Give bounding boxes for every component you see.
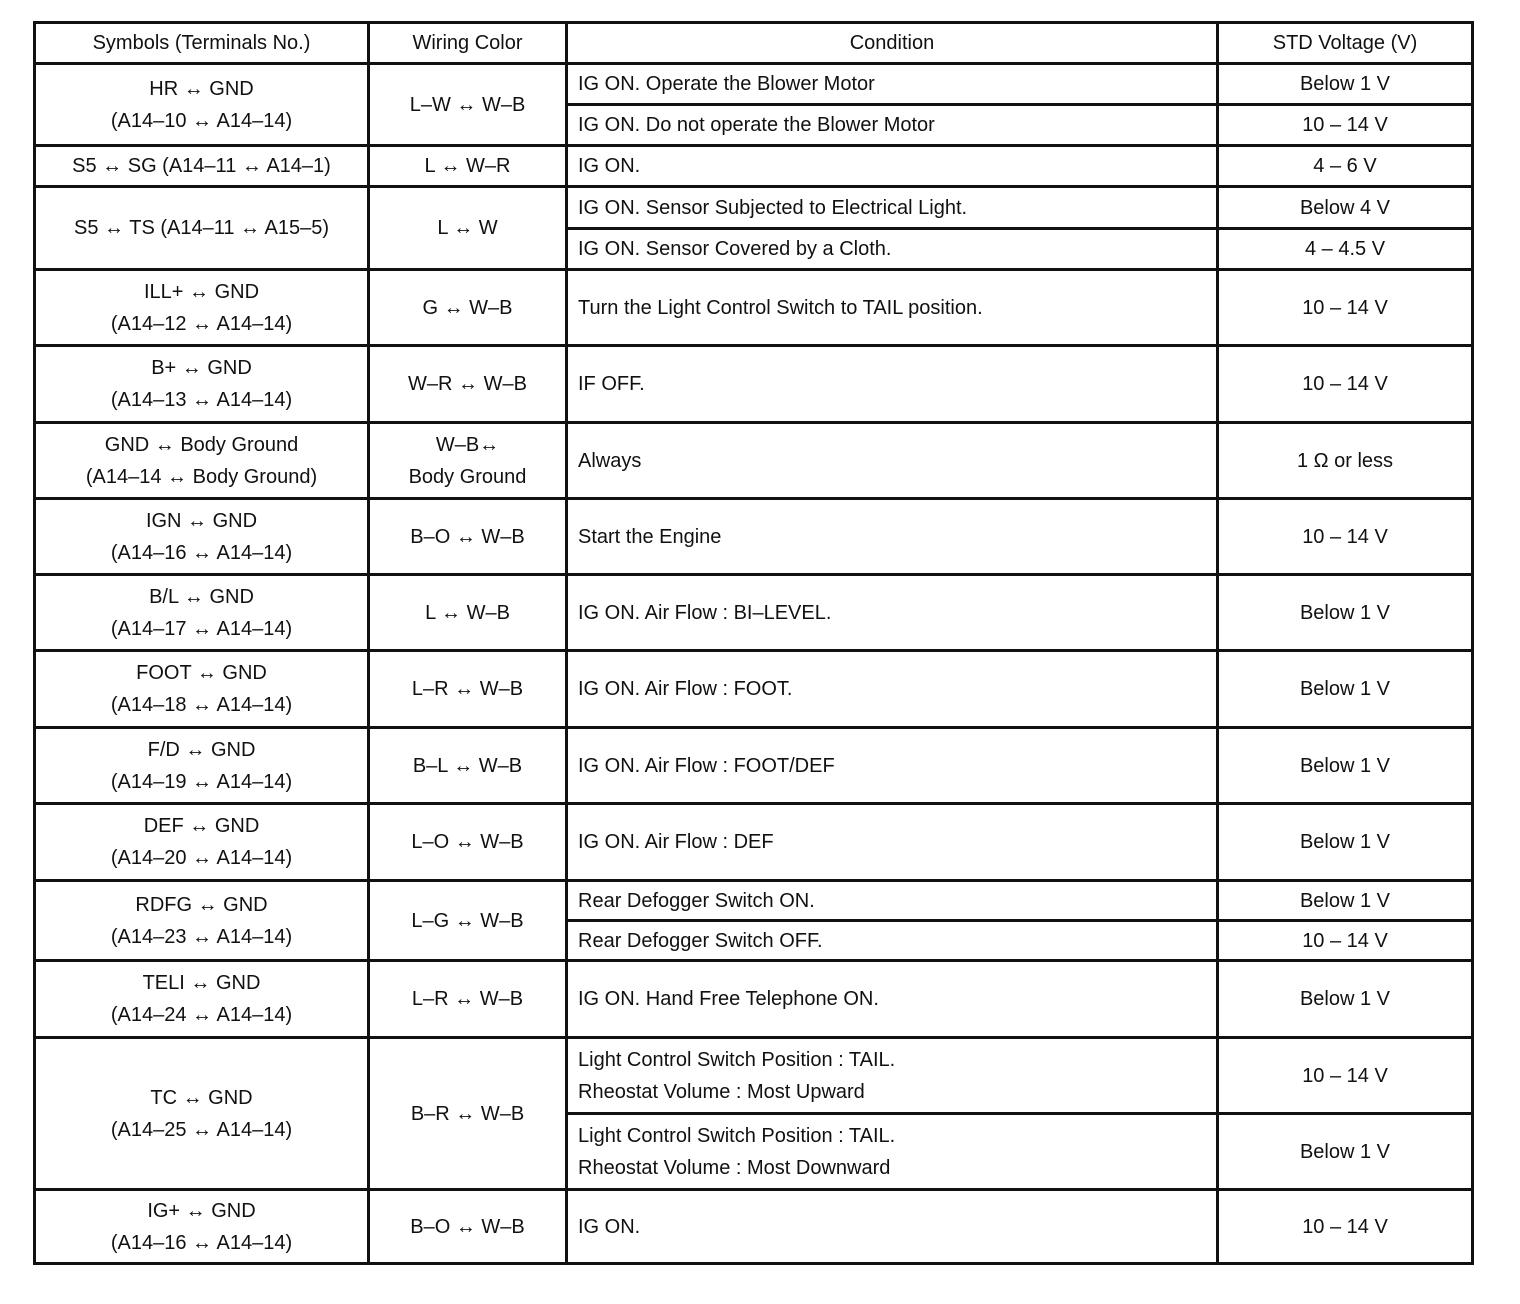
wiring-color-cell — [369, 804, 567, 881]
cell-line: TELI ↔ GND — [142, 972, 261, 994]
cell-line: (A14–23 ↔ A14–14) — [110, 925, 293, 948]
condition-cell — [567, 1114, 1218, 1190]
voltage-cell: 10 – 14 V — [1218, 1038, 1473, 1114]
condition-cell — [567, 346, 1218, 423]
voltage-cell: 10 – 14 V — [1218, 105, 1473, 146]
cell-line: IG ON. Hand Free Telephone ON. — [578, 988, 879, 1010]
symbol-cell — [35, 881, 369, 961]
cell-line: HR ↔ GND — [149, 77, 254, 100]
cell-line: TC ↔ GND — [150, 1086, 253, 1109]
cell-line: (A14–25 ↔ A14–14) — [110, 1118, 293, 1141]
symbol-cell — [35, 146, 369, 187]
cell-line: IG ON. Air Flow : DEF — [578, 831, 774, 853]
terminal-voltage-table — [33, 21, 1474, 1265]
cell-line: B–O ↔ W–B — [410, 525, 525, 548]
condition-cell — [567, 229, 1218, 270]
cell-line: L–R ↔ W–B — [411, 678, 524, 700]
voltage-cell: Below 1 V — [1218, 881, 1473, 921]
wiring-color-cell — [369, 728, 567, 804]
wiring-color-cell — [369, 270, 567, 346]
voltage-cell: Below 1 V — [1218, 728, 1473, 804]
header-std-voltage: STD Voltage (V) — [1218, 23, 1473, 64]
voltage-cell: Below 1 V — [1218, 804, 1473, 881]
table-row — [35, 423, 1473, 499]
cell-line: Rear Defogger Switch OFF. — [578, 929, 823, 952]
voltage-cell: Below 1 V — [1218, 1114, 1473, 1190]
table-row — [35, 651, 1473, 728]
cell-line: IG ON. Operate the Blower Motor — [578, 73, 875, 95]
table-row — [35, 270, 1473, 346]
table-row — [35, 1038, 1473, 1114]
voltage-cell: Below 1 V — [1218, 961, 1473, 1038]
voltage-cell: 10 – 14 V — [1218, 346, 1473, 423]
wiring-color-cell — [369, 187, 567, 270]
condition-cell — [567, 651, 1218, 728]
cell-line: IG ON. Sensor Subjected to Electrical Light. — [578, 196, 968, 219]
cell-line: Turn the Light Control Switch to TAIL position. — [578, 296, 983, 319]
condition-cell — [567, 961, 1218, 1038]
cell-line: (A14–24 ↔ A14–14) — [110, 1004, 293, 1026]
table-row — [35, 728, 1473, 804]
cell-line: B–L ↔ W–B — [412, 754, 523, 777]
cell-line: S5 ↔ TS (A14–11 ↔ A15–5) — [74, 217, 329, 239]
cell-line: (A14–12 ↔ A14–14) — [110, 312, 293, 335]
cell-line: S5 ↔ SG (A14–11 ↔ A14–1) — [72, 155, 331, 177]
voltage-cell: 4 – 4.5 V — [1218, 229, 1473, 270]
wiring-color-cell — [369, 881, 567, 961]
header-condition: Condition — [567, 23, 1218, 64]
cell-line: (A14–19 ↔ A14–14) — [110, 770, 293, 793]
table-row — [35, 499, 1473, 575]
cell-line: IG ON. Do not operate the Blower Motor — [578, 114, 935, 136]
wiring-color-cell — [369, 961, 567, 1038]
wiring-color-cell — [369, 1190, 567, 1264]
symbol-cell — [35, 64, 369, 146]
cell-line: B–R ↔ W–B — [410, 1102, 525, 1125]
cell-line: Rear Defogger Switch ON. — [578, 889, 815, 912]
cell-line: IG ON. Air Flow : FOOT. — [578, 678, 793, 700]
condition-cell — [567, 1190, 1218, 1264]
wiring-color-cell — [369, 64, 567, 146]
cell-line: IG ON. — [578, 155, 641, 177]
cell-line: (A14–20 ↔ A14–14) — [110, 847, 293, 869]
table-row — [35, 64, 1473, 105]
cell-line: ILL+ ↔ GND — [143, 280, 260, 303]
cell-line: Rheostat Volume : Most Upward — [578, 1080, 865, 1103]
symbol-cell — [35, 651, 369, 728]
wiring-color-cell — [369, 146, 567, 187]
condition-cell — [567, 728, 1218, 804]
symbol-cell — [35, 1038, 369, 1190]
condition-cell — [567, 499, 1218, 575]
cell-line: B/L ↔ GND — [149, 585, 254, 608]
voltage-cell: 10 – 14 V — [1218, 270, 1473, 346]
cell-line: B+ ↔ GND — [151, 357, 252, 379]
voltage-cell: 10 – 14 V — [1218, 499, 1473, 575]
cell-line: L ↔ W — [437, 217, 498, 239]
cell-line: (A14–13 ↔ A14–14) — [110, 389, 293, 411]
wiring-color-cell — [369, 1038, 567, 1190]
condition-cell — [567, 575, 1218, 651]
condition-cell — [567, 804, 1218, 881]
cell-line: Light Control Switch Position : TAIL. — [578, 1124, 896, 1147]
symbol-cell — [35, 575, 369, 651]
table-row — [35, 881, 1473, 921]
symbol-cell — [35, 270, 369, 346]
voltage-cell: Below 1 V — [1218, 64, 1473, 105]
cell-line: L ↔ W–B — [425, 601, 510, 624]
table-row — [35, 804, 1473, 881]
cell-line: FOOT ↔ GND — [136, 662, 267, 684]
symbol-cell — [35, 346, 369, 423]
header-wiring-color: Wiring Color — [369, 23, 567, 64]
condition-cell — [567, 146, 1218, 187]
header-row — [35, 23, 1473, 64]
wiring-color-cell — [369, 346, 567, 423]
table-row — [35, 575, 1473, 651]
cell-line: L ↔ W–R — [424, 155, 511, 177]
table-row — [35, 146, 1473, 187]
symbol-cell — [35, 961, 369, 1038]
voltage-cell: Below 1 V — [1218, 651, 1473, 728]
symbol-cell — [35, 187, 369, 270]
cell-line: (A14–17 ↔ A14–14) — [110, 617, 293, 640]
cell-line: L–G ↔ W–B — [411, 909, 524, 932]
cell-line: (A14–18 ↔ A14–14) — [110, 694, 293, 716]
symbol-cell — [35, 499, 369, 575]
wiring-color-cell — [369, 423, 567, 499]
cell-line: L–R ↔ W–B — [411, 988, 524, 1010]
cell-line: Always — [578, 449, 642, 472]
cell-line: IGN ↔ GND — [145, 509, 258, 532]
cell-line: B–O ↔ W–B — [410, 1215, 525, 1238]
wiring-color-cell — [369, 651, 567, 728]
cell-line: IG+ ↔ GND — [147, 1199, 256, 1222]
cell-line: Start the Engine — [578, 525, 722, 548]
voltage-cell: Below 1 V — [1218, 575, 1473, 651]
cell-line: (A14–16 ↔ A14–14) — [110, 1231, 293, 1254]
cell-line: W–B↔ — [435, 433, 500, 456]
table-row — [35, 1190, 1473, 1264]
condition-cell — [567, 1038, 1218, 1114]
condition-cell — [567, 64, 1218, 105]
symbol-cell — [35, 423, 369, 499]
condition-cell — [567, 105, 1218, 146]
cell-line: W–R ↔ W–B — [408, 373, 527, 395]
cell-line: IF OFF. — [578, 373, 645, 395]
cell-line: Rheostat Volume : Most Downward — [578, 1156, 891, 1179]
condition-cell — [567, 921, 1218, 961]
symbol-cell — [35, 728, 369, 804]
cell-line: L–W ↔ W–B — [409, 93, 526, 116]
cell-line: L–O ↔ W–B — [411, 831, 524, 853]
voltage-cell: 10 – 14 V — [1218, 921, 1473, 961]
cell-line: (A14–10 ↔ A14–14) — [110, 109, 293, 132]
cell-line: IG ON. — [578, 1215, 641, 1238]
cell-line: G ↔ W–B — [422, 296, 513, 319]
cell-line: DEF ↔ GND — [143, 815, 260, 837]
header-symbols: Symbols (Terminals No.) — [35, 23, 369, 64]
cell-line: IG ON. Sensor Covered by a Cloth. — [578, 238, 892, 260]
table-row — [35, 187, 1473, 229]
cell-line: F/D ↔ GND — [147, 738, 256, 761]
cell-line: (A14–14 ↔ Body Ground) — [85, 465, 318, 488]
wiring-color-cell — [369, 499, 567, 575]
condition-cell — [567, 270, 1218, 346]
voltage-cell: 10 – 14 V — [1218, 1190, 1473, 1264]
condition-cell — [567, 423, 1218, 499]
cell-line: IG ON. Air Flow : FOOT/DEF — [578, 754, 835, 777]
voltage-cell: Below 4 V — [1218, 187, 1473, 229]
cell-line: Body Ground — [408, 465, 527, 488]
cell-line: GND ↔ Body Ground — [104, 433, 299, 456]
symbol-cell — [35, 1190, 369, 1264]
voltage-cell: 1 Ω or less — [1218, 423, 1473, 499]
wiring-color-cell — [369, 575, 567, 651]
table-row — [35, 346, 1473, 423]
symbol-cell — [35, 804, 369, 881]
voltage-cell: 4 – 6 V — [1218, 146, 1473, 187]
condition-cell — [567, 187, 1218, 229]
table-row — [35, 961, 1473, 1038]
cell-line: Light Control Switch Position : TAIL. — [578, 1048, 896, 1071]
condition-cell — [567, 881, 1218, 921]
cell-line: (A14–16 ↔ A14–14) — [110, 541, 293, 564]
cell-line: IG ON. Air Flow : BI–LEVEL. — [578, 601, 832, 624]
cell-line: RDFG ↔ GND — [135, 893, 268, 916]
